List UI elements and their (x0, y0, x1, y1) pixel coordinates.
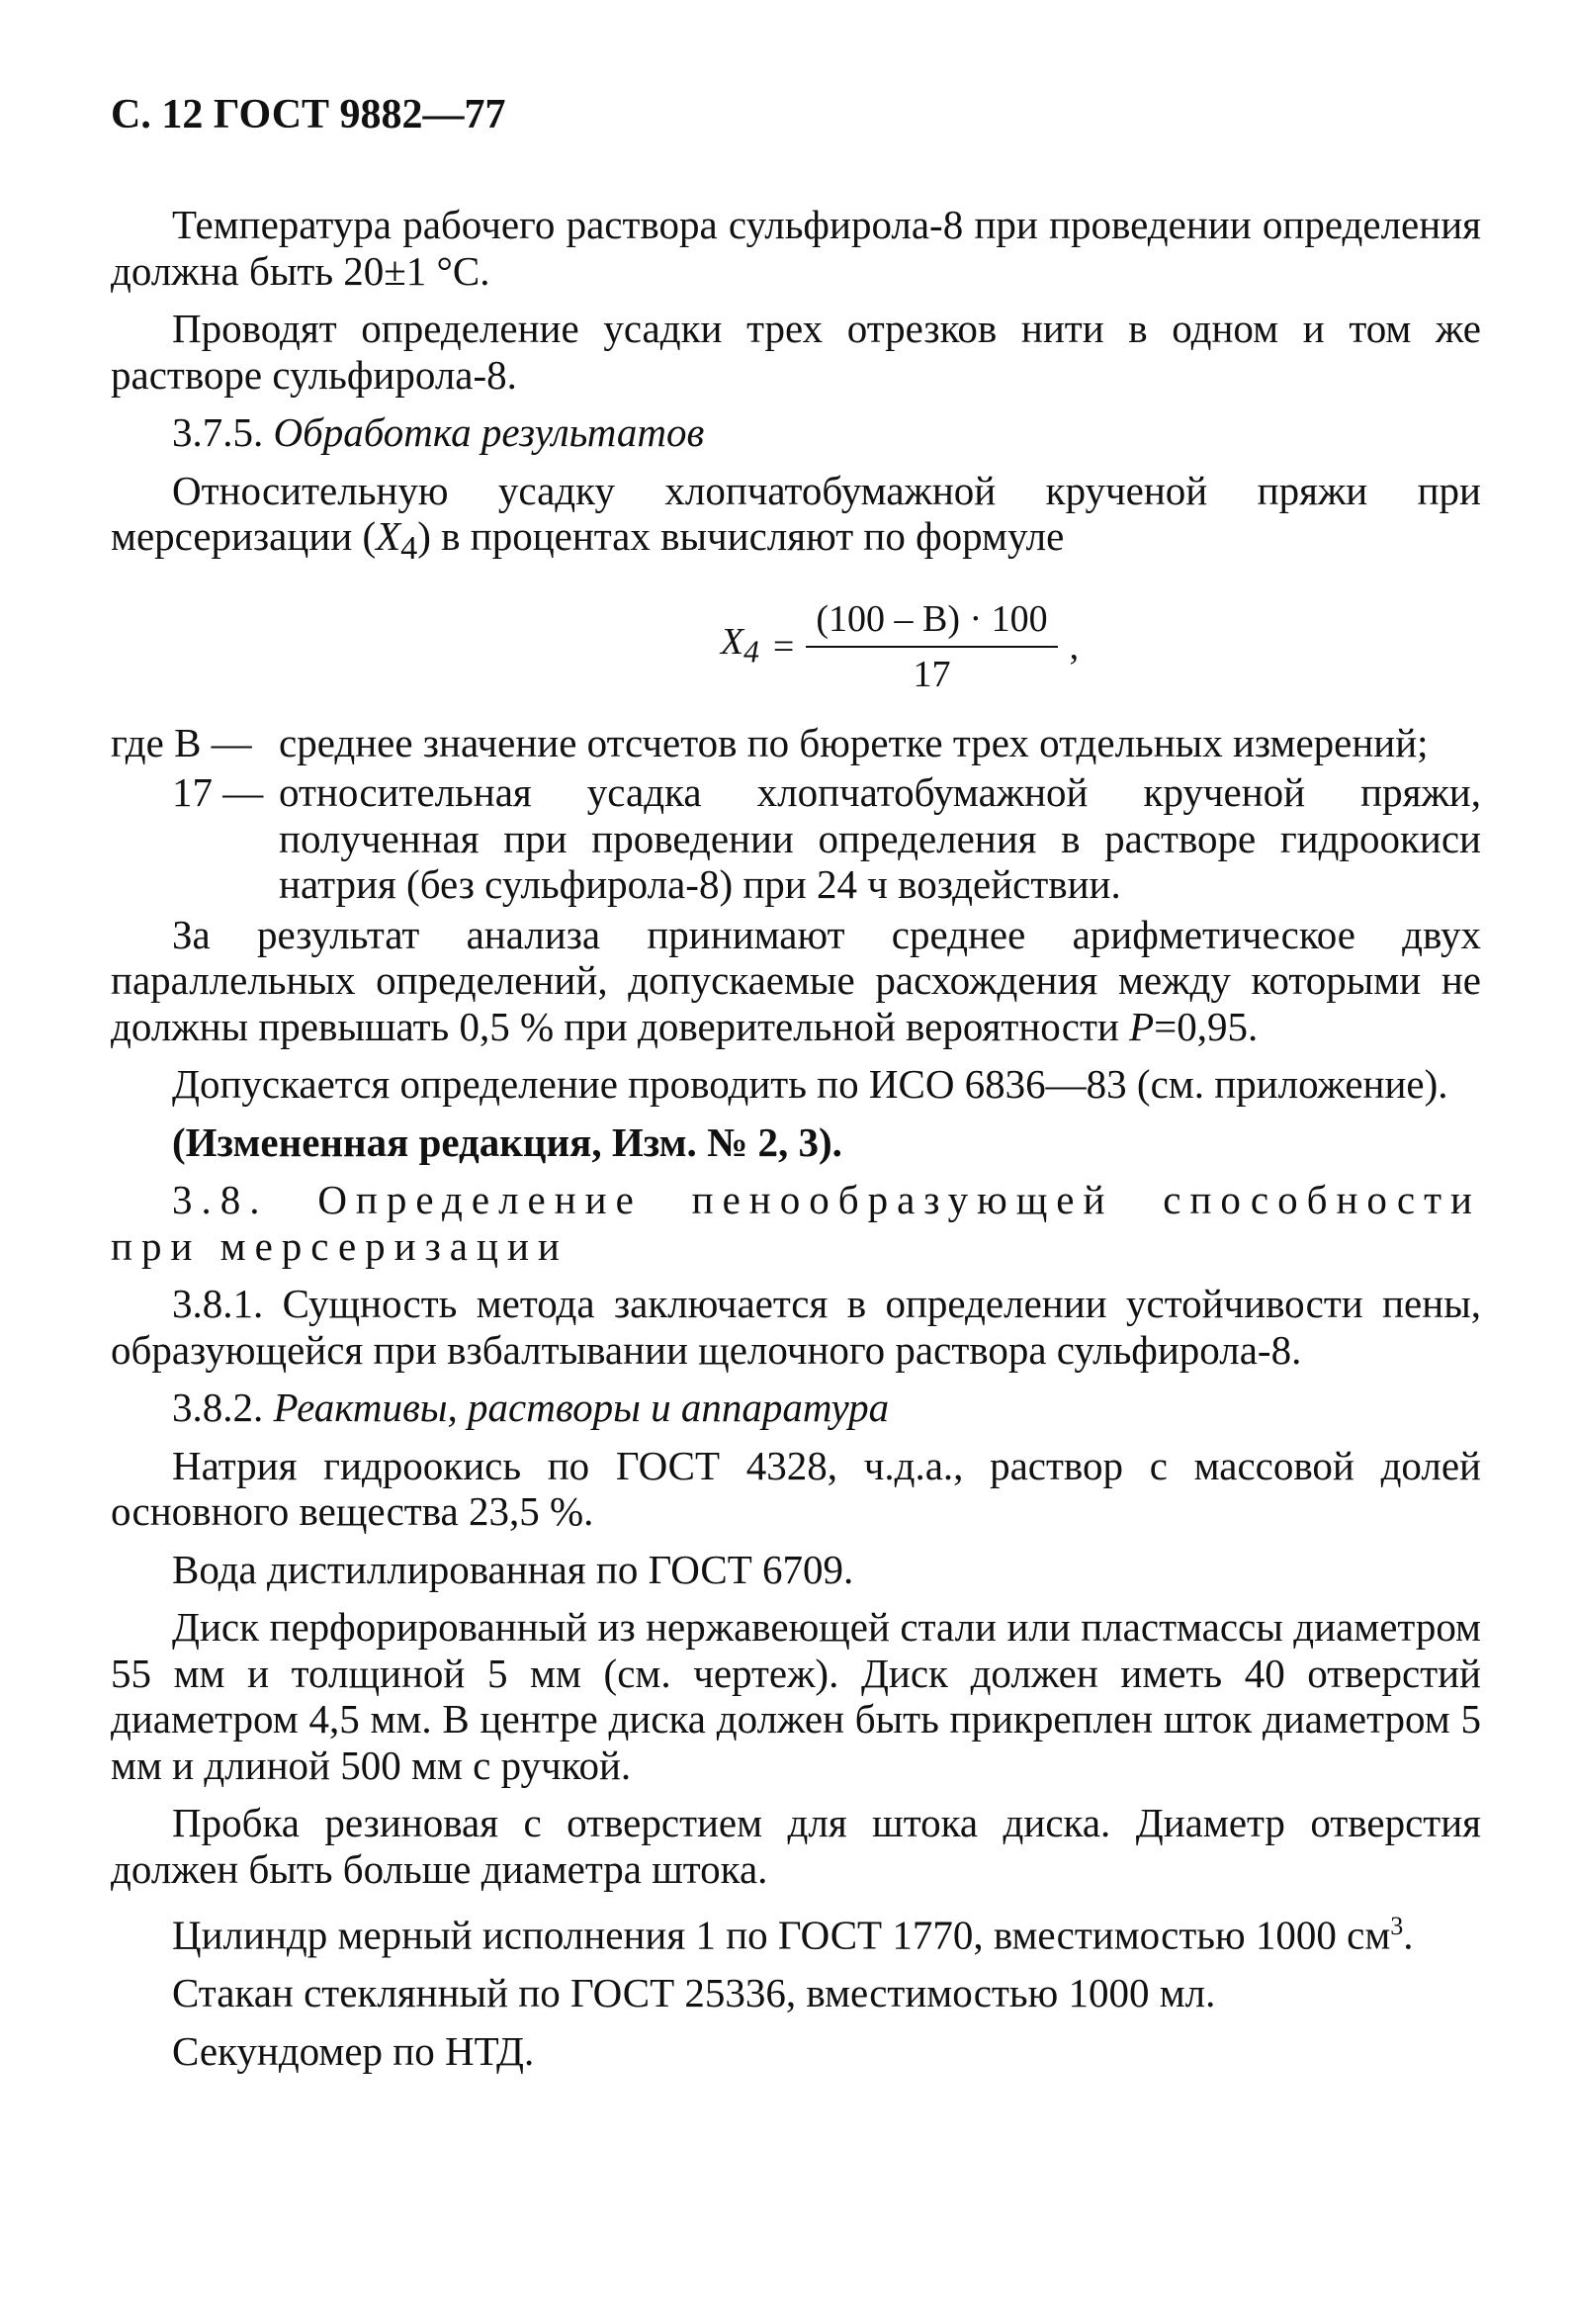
text-fragment: =0,95. (1154, 1003, 1259, 1049)
section-3-8-title: 3.8. Определение пенообразующей способности при мерсеризации (111, 1177, 1481, 1269)
text-fragment: . (1403, 1912, 1414, 1958)
legend-description: относительная усадка хлопчатобумажной крученой пряжи, полученная при проведении определения в растворе гидроокиси натрия (без сульфирола-8) при 24 ч воздействии. (279, 769, 1481, 908)
formula-lhs (721, 619, 759, 675)
paragraph-iso: Допускается определение проводить по ИСО 6836—83 (см. приложение). (172, 1061, 1448, 1108)
variable-subscript: 4 (400, 530, 418, 568)
paragraph-amendment: (Измененная редакция, Изм. № 2, 3). (172, 1118, 842, 1165)
text-fragment: ) в процентах вычисляют по формуле (417, 513, 1065, 559)
variable-p: P (1129, 1003, 1155, 1049)
document-body (111, 202, 1481, 2074)
paragraph-stopwatch: Секундомер по НТД. (172, 2027, 535, 2074)
section-3-7-5 (111, 409, 1481, 456)
paragraph-3-8-1: 3.8.1. Сущность метода заключается в определении устойчивости пены, образующейся при взбалтывании щелочного раствора сульфирола-8. (111, 1281, 1481, 1373)
superscript: 3 (1390, 1912, 1404, 1941)
formula-variable: X (720, 620, 744, 663)
paragraph-procedure: Проводят определение усадки трех отрезков нити в одном и том же растворе сульфирола-8. (111, 306, 1481, 398)
paragraph-stopper: Пробка резиновая с отверстием для штока диска. Диаметр отверстия должен быть больше диаметра штока. (111, 1800, 1481, 1892)
page-header: С. 12 ГОСТ 9882—77 (111, 92, 506, 137)
formula (318, 596, 1481, 698)
legend-item-17 (111, 769, 1481, 908)
section-number: 3.7.5. (172, 409, 274, 455)
variable-x: X (376, 513, 401, 559)
formula-equals: = (772, 625, 795, 668)
paragraph-result (111, 912, 1481, 1050)
formula-fraction (806, 596, 1057, 698)
section-number: 3.8.2. (172, 1385, 274, 1431)
paragraph-water: Вода дистиллированная по ГОСТ 6709. (172, 1546, 854, 1592)
paragraph-formula-intro (111, 468, 1481, 573)
section-title: Обработка результатов (273, 409, 705, 455)
text-fragment: Цилиндр мерный исполнения 1 по ГОСТ 1770, вместимостью 1000 см (172, 1912, 1391, 1958)
legend-description: среднее значение отсчетов по бюретке трех отдельных измерений; (279, 719, 1429, 765)
paragraph-disc: Диск перфорированный из нержавеющей стали или пластмассы диаметром 55 мм и толщиной 5 мм (см. чертеж). Диск должен иметь 40 отверстий диаметром 4,5 мм. В центре диска должен быть прикреплен шток диаметром 5 мм и длиной 500 мм с ручкой. (111, 1604, 1481, 1788)
paragraph-naoh: Натрия гидроокись по ГОСТ 4328, ч.д.а., раствор с массовой долей основного вещества 23,5 %. (111, 1442, 1481, 1535)
legend-symbol: где B — (111, 719, 262, 765)
legend-symbol: 17 — (172, 769, 274, 816)
paragraph-temperature: Температура рабочего раствора сульфирола-8 при проведении определения должна быть 20±1 °С. (111, 202, 1481, 294)
formula-numerator: (100 – B) · 100 (806, 596, 1057, 649)
formula-denominator: 17 (913, 654, 951, 696)
text-fragment: Относительную усадку хлопчатобумажной крученой пряжи при мерсеризации ( (111, 467, 1481, 559)
formula-comma: , (1069, 625, 1080, 668)
section-title: Реактивы, растворы и аппаратура (273, 1385, 890, 1431)
formula-subscript: 4 (743, 634, 759, 670)
paragraph-beaker: Стакан стеклянный по ГОСТ 25336, вместимостью 1000 мл. (172, 1970, 1216, 2016)
legend-item-b (111, 720, 1481, 766)
section-3-8-2 (111, 1385, 1481, 1431)
paragraph-cylinder (111, 1904, 1481, 1958)
text-fragment: За результат анализа принимают среднее арифметическое двух параллельных определений, допускаемые расхождения между которыми не должны превышать 0,5 % при доверительной вероятности (111, 911, 1481, 1049)
